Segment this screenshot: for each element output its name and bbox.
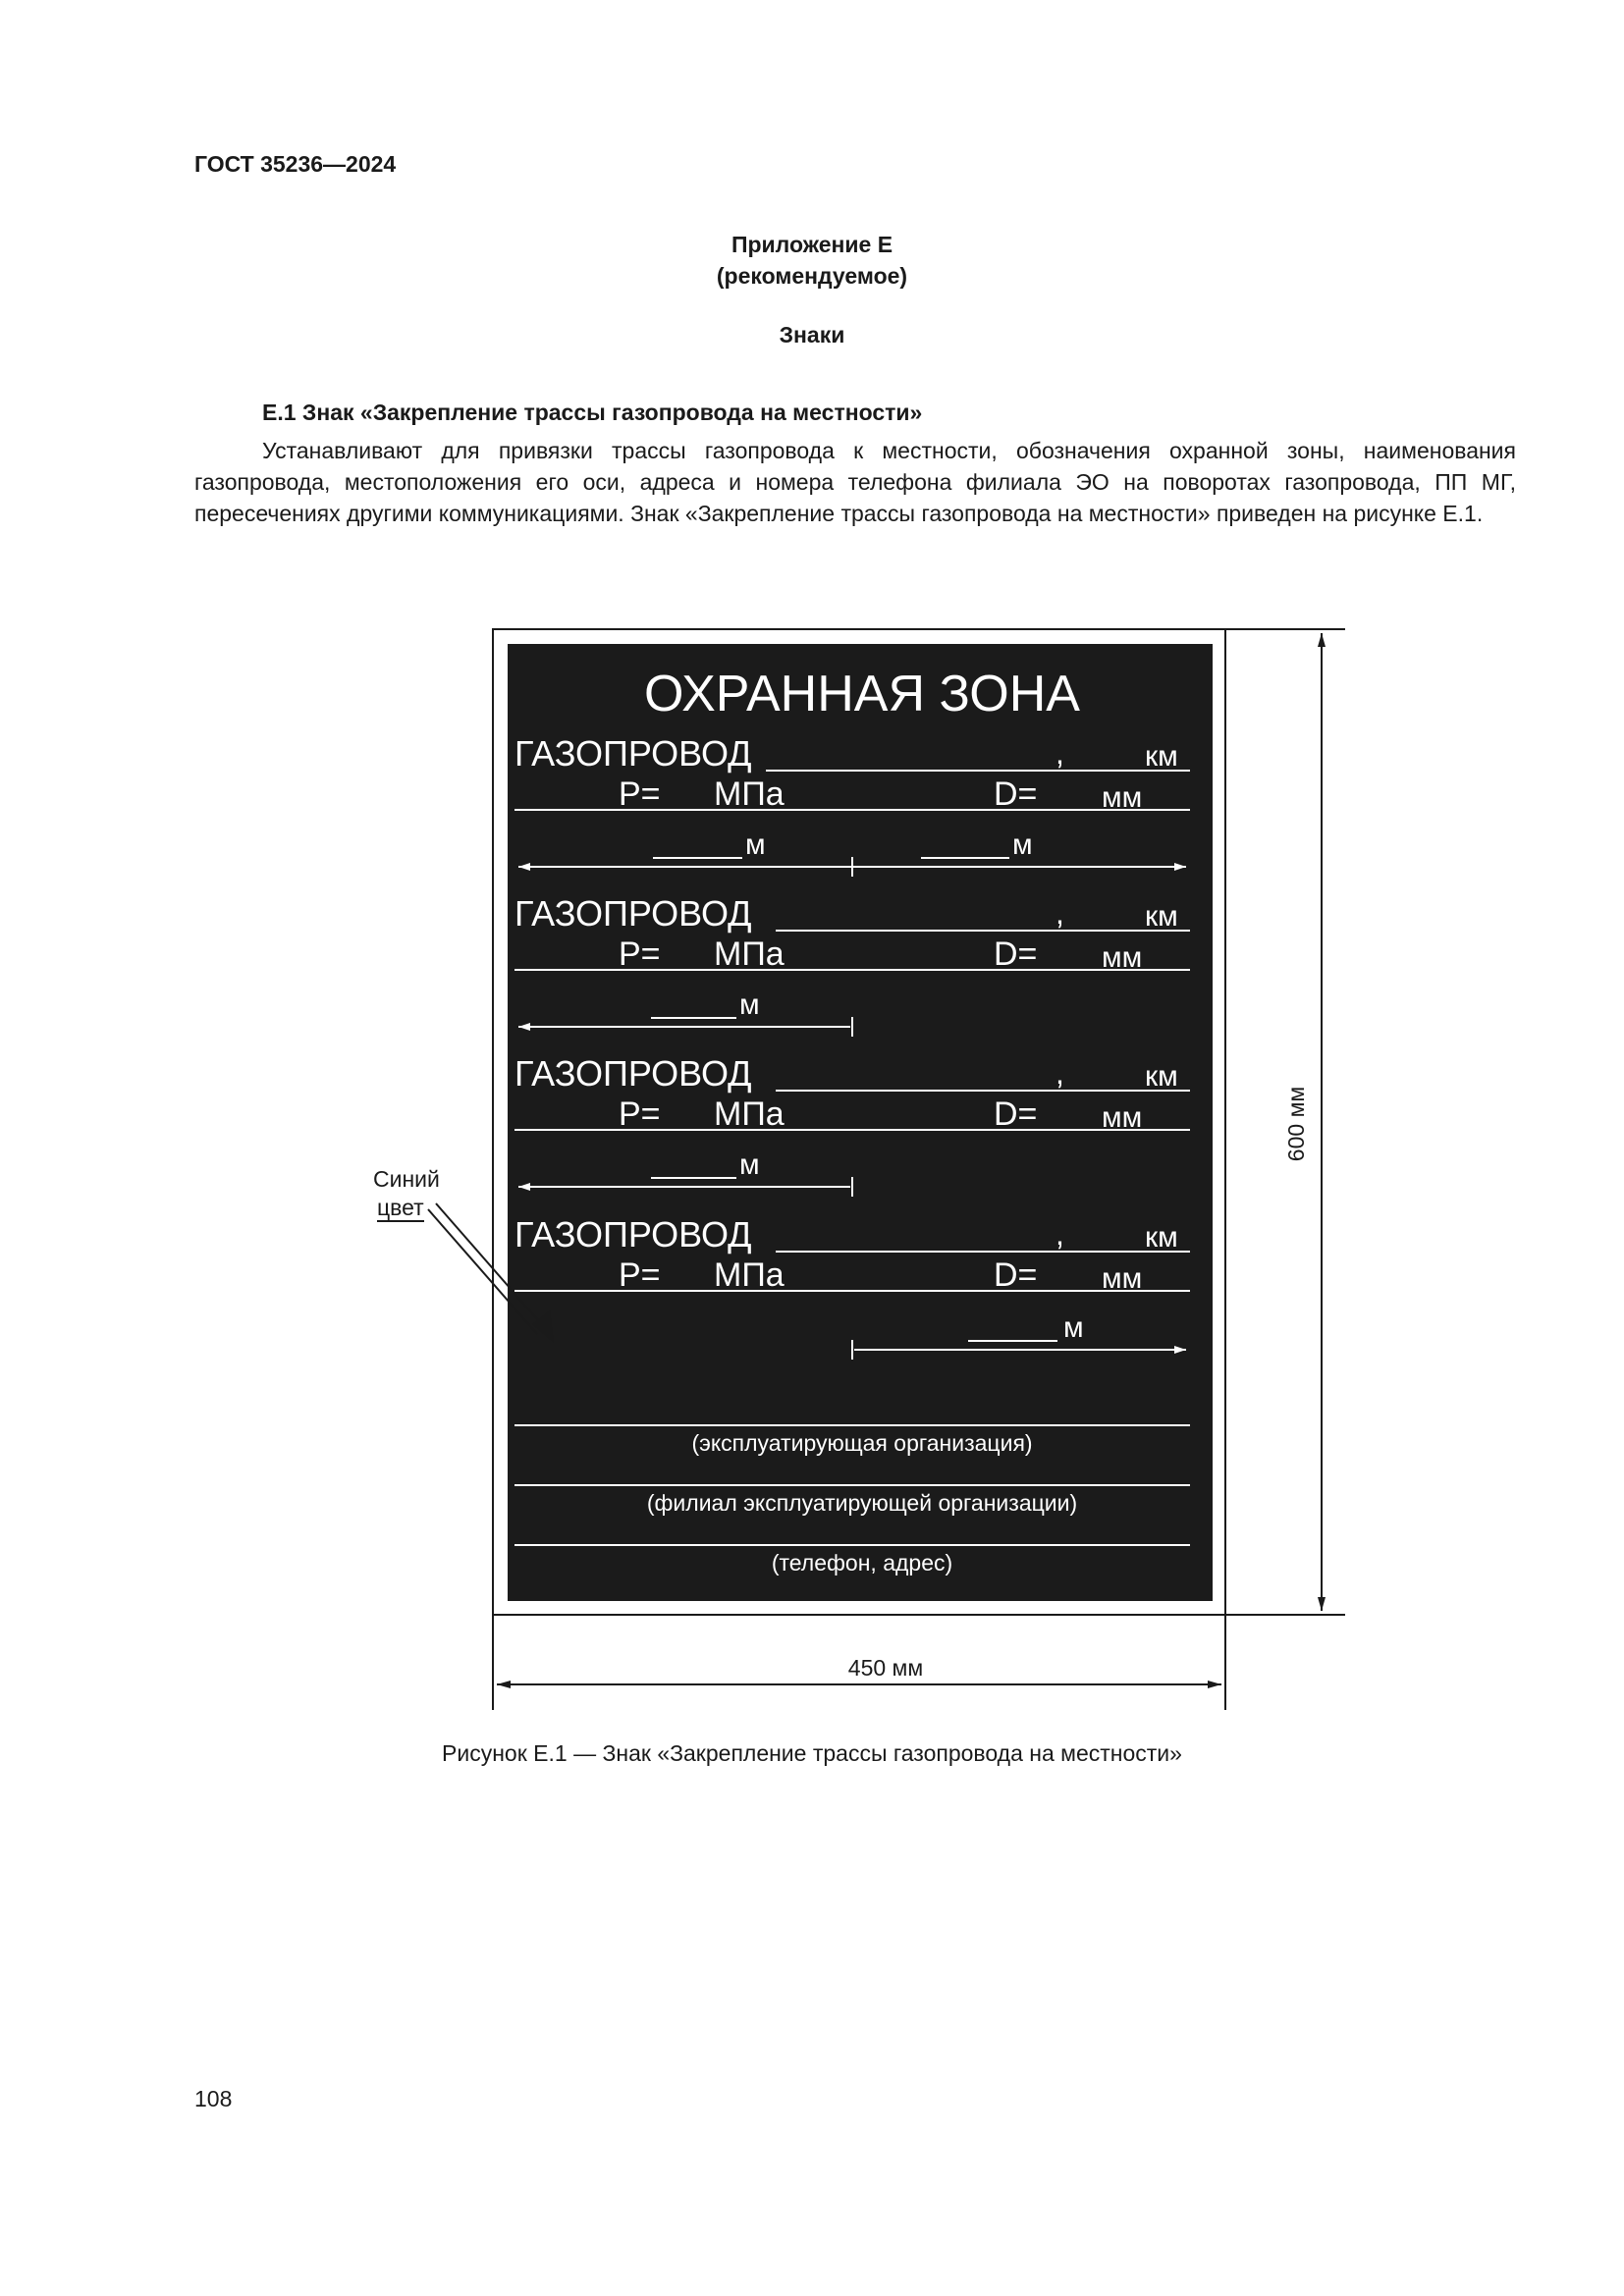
pressure-label: Р= — [619, 775, 661, 813]
body-paragraph: Устанавливают для привязки трассы газопровода к местности, обозначения охранной зоны, наименования газопровода, местоположения его оси, адреса и номера телефона филиала ЭО на поворотах газопровода, ПП МГ, пересечениях другими коммуникациями. Знак «Закрепление трассы газопровода на местности» приведен на рисунке Е.1. — [194, 438, 1516, 526]
branch-org-caption: (филиал эксплуатирующей организации) — [646, 1490, 1078, 1516]
meter-unit: м — [1063, 1311, 1084, 1344]
meter-unit: м — [745, 828, 766, 861]
km-unit: км — [1145, 740, 1178, 773]
subsection-heading: Е.1 Знак «Закрепление трассы газопровода на местности» — [262, 400, 923, 425]
operator-org-caption: (эксплуатирующая организация) — [691, 1430, 1033, 1456]
pressure-unit: МПа — [714, 1256, 785, 1294]
height-dimension-label: 600 мм — [1283, 1086, 1309, 1162]
meter-unit: м — [1012, 828, 1033, 861]
pipeline-label: ГАЗОПРОВОД — [514, 893, 752, 934]
diameter-unit: мм — [1102, 1101, 1143, 1134]
appendix-status: (рекомендуемое) — [716, 263, 908, 289]
pipeline-label: ГАЗОПРОВОД — [514, 1214, 752, 1255]
width-dimension-label: 450 мм — [847, 1655, 924, 1681]
diameter-label: D= — [994, 775, 1038, 813]
comma: , — [1056, 1216, 1064, 1252]
pipeline-label: ГАЗОПРОВОД — [514, 733, 752, 774]
km-unit: км — [1145, 1060, 1178, 1093]
pressure-label: Р= — [619, 1095, 661, 1133]
pressure-unit: МПа — [714, 935, 785, 973]
comma: , — [1056, 895, 1064, 931]
meter-unit: м — [739, 1148, 760, 1181]
diameter-unit: мм — [1102, 781, 1143, 814]
diameter-label: D= — [994, 1095, 1038, 1133]
km-unit: км — [1145, 900, 1178, 933]
comma: , — [1056, 735, 1064, 771]
diameter-label: D= — [994, 935, 1038, 973]
document-standard-header: ГОСТ 35236—2024 — [194, 151, 397, 177]
diameter-unit: мм — [1102, 1262, 1143, 1295]
phone-address-caption: (телефон, адрес) — [771, 1550, 953, 1575]
appendix-title: Приложение Е — [731, 232, 893, 257]
callout-label-line1: Синий — [373, 1166, 440, 1192]
pressure-unit: МПа — [714, 1095, 785, 1133]
pipeline-label: ГАЗОПРОВОД — [514, 1053, 752, 1094]
diameter-label: D= — [994, 1256, 1038, 1294]
figure-caption: Рисунок Е.1 — Знак «Закрепление трассы газопровода на местности» — [442, 1740, 1182, 1766]
pressure-label: Р= — [619, 1256, 661, 1294]
pressure-unit: МПа — [714, 775, 785, 813]
meter-unit: м — [739, 988, 760, 1021]
pressure-label: Р= — [619, 935, 661, 973]
comma: , — [1056, 1055, 1064, 1091]
diameter-unit: мм — [1102, 941, 1143, 974]
km-unit: км — [1145, 1221, 1178, 1254]
sign-title: ОХРАННАЯ ЗОНА — [644, 666, 1080, 722]
callout-label-line2: цвет — [377, 1195, 424, 1220]
section-title: Знаки — [779, 322, 845, 347]
page-number: 108 — [194, 2086, 233, 2111]
